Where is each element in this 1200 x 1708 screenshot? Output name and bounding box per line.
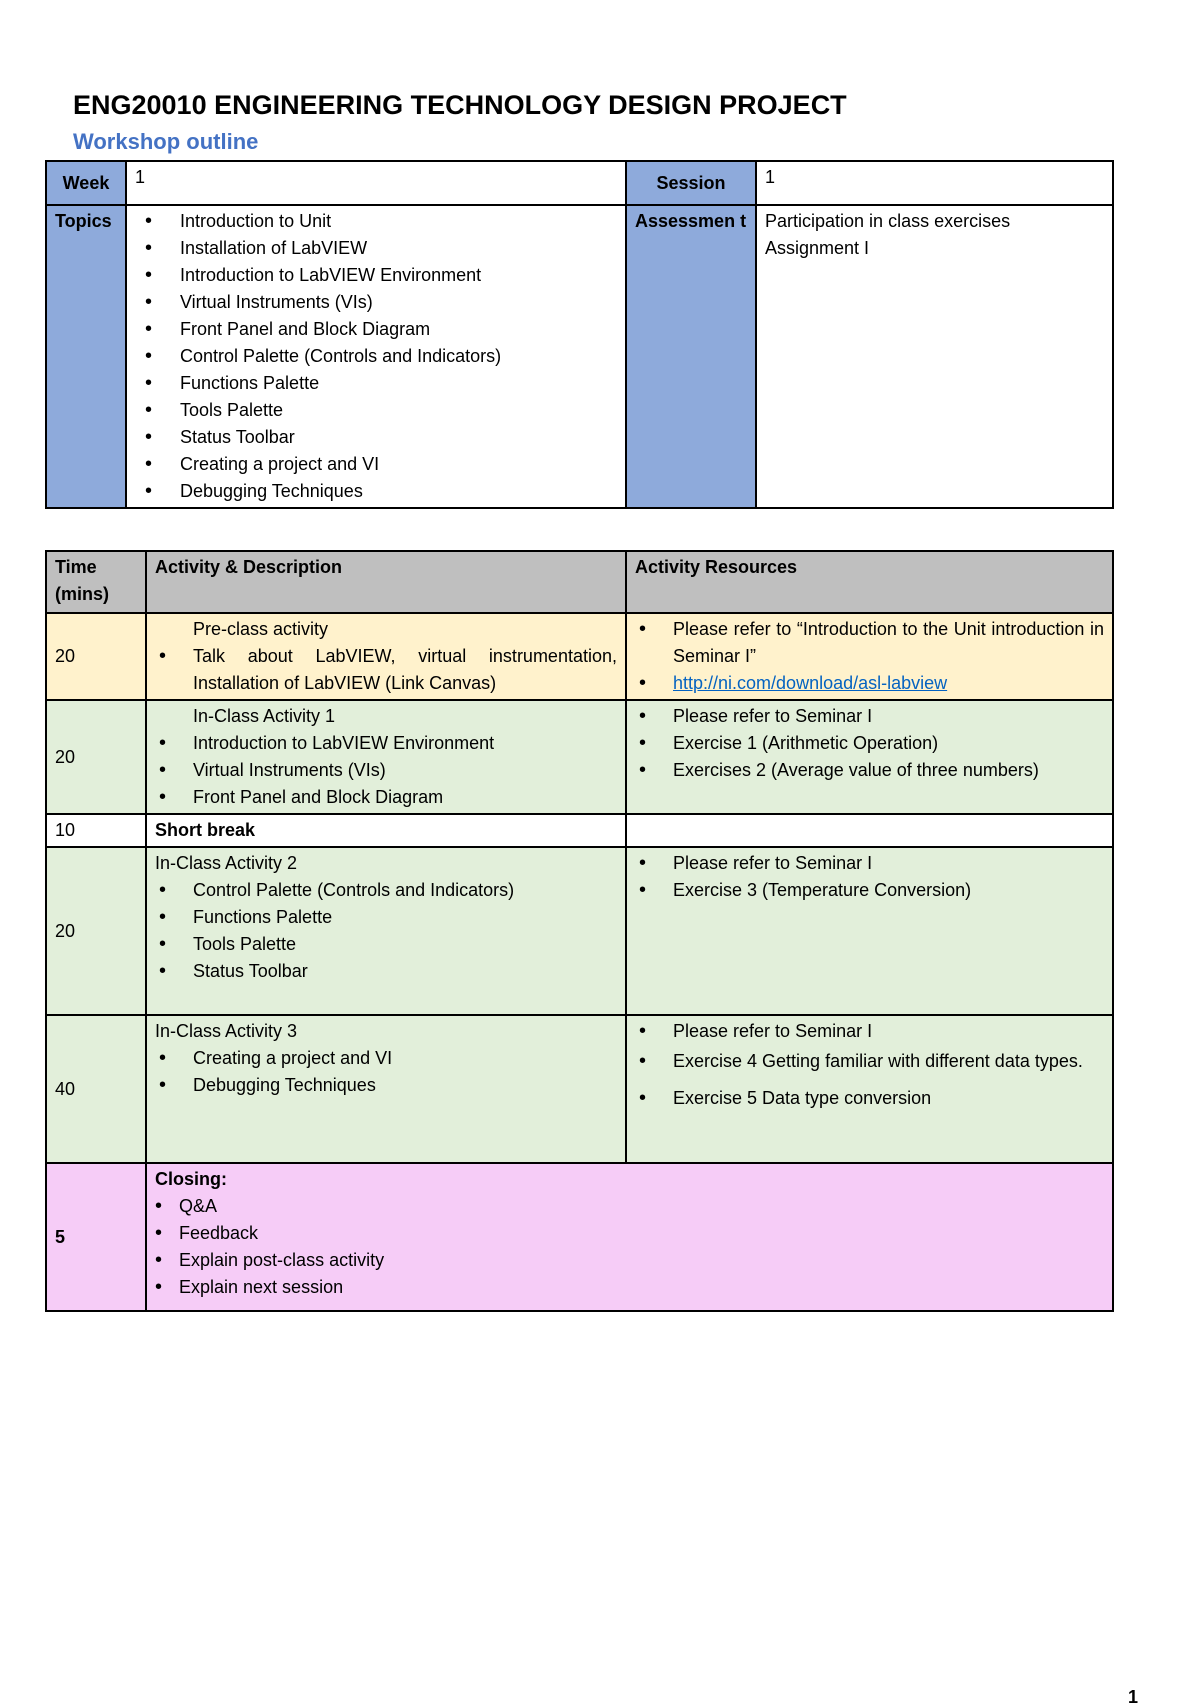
assessment-label: Assessmen t [626,205,756,508]
list-item: • Virtual Instruments (VIs) [155,757,617,784]
closing-list [155,1193,1104,1301]
schedule-table [45,550,1114,1312]
session-label: Session [626,161,756,205]
list-item: • Exercise 4 Getting familiar with different data types. [635,1045,1104,1077]
activity-list [155,643,617,697]
table-header-row [46,551,1113,613]
header-resources: Activity Resources [626,551,1113,613]
table-row [46,1163,1113,1311]
list-item: • Functions Palette [155,904,617,931]
activity-cell [146,613,626,700]
time-cell: 20 [46,700,146,814]
closing-cell [146,1163,1113,1311]
time-cell: 5 [46,1163,146,1311]
resources-cell [626,1015,1113,1163]
table-row [46,1015,1113,1163]
activity-cell [146,1015,626,1163]
table-row [46,700,1113,814]
list-item: • Q&A [155,1193,1104,1220]
time-cell: 40 [46,1015,146,1163]
activity-list [155,877,617,985]
list-item: • Debugging Techniques [155,1072,617,1099]
header-activity: Activity & Description [146,551,626,613]
time-cell: 20 [46,613,146,700]
list-item: • Exercise 1 (Arithmetic Operation) [635,730,1104,757]
list-item: • Explain next session [155,1274,1104,1301]
list-item: • Control Palette (Controls and Indicators) [135,343,617,370]
activity-heading: Pre-class activity [193,619,329,639]
session-value: 1 [756,161,1113,205]
resources-cell [626,613,1113,700]
list-item: • Status Toolbar [135,424,617,451]
list-item: • Please refer to Seminar I [635,703,1104,730]
resources-cell [626,847,1113,1015]
list-item: • Tools Palette [135,397,617,424]
header-time: Time (mins) [46,551,146,613]
activity-list [155,1045,617,1099]
activity-cell [146,847,626,1015]
list-item: • Creating a project and VI [135,451,617,478]
topics-list [135,208,617,505]
document-subtitle: Workshop outline [73,129,259,154]
activity-list [155,730,617,811]
list-item: • Debugging Techniques [135,478,617,505]
list-item: • Introduction to LabVIEW Environment [135,262,617,289]
week-value: 1 [126,161,626,205]
activity-heading: In-Class Activity 2 [155,853,298,873]
list-item: • Exercise 3 (Temperature Conversion) [635,877,1104,904]
list-item: • Explain post-class activity [155,1247,1104,1274]
list-item: • Talk about LabVIEW, virtual instrumentation, Installation of LabVIEW (Link Canvas) [155,643,617,697]
resources-list [635,850,1104,904]
list-item: • Please refer to Seminar I [635,850,1104,877]
table-row [46,814,1113,847]
list-item: • Exercises 2 (Average value of three numbers) [635,757,1104,784]
time-cell: 20 [46,847,146,1015]
topics-cell [126,205,626,508]
activity-heading: In-Class Activity 3 [155,1021,298,1041]
assessment-line: Participation in class exercises [765,211,1011,231]
list-item: • Creating a project and VI [155,1045,617,1072]
table-row [46,847,1113,1015]
activity-cell [146,700,626,814]
list-item: • Exercise 5 Data type conversion [635,1085,1104,1112]
list-item: • Virtual Instruments (VIs) [135,289,617,316]
table-row [46,613,1113,700]
time-cell: 10 [46,814,146,847]
page-number: 1 [1128,1687,1139,1707]
activity-heading: Short break [146,814,626,847]
resources-list [635,1018,1104,1112]
assessment-line: Assignment I [765,238,870,258]
list-item: • Introduction to LabVIEW Environment [155,730,617,757]
week-label: Week [46,161,126,205]
list-item: • Front Panel and Block Diagram [135,316,617,343]
list-item: • Installation of LabVIEW [135,235,617,262]
list-item: • Front Panel and Block Diagram [155,784,617,811]
list-item: • Introduction to Unit [135,208,617,235]
topics-label: Topics [46,205,126,508]
list-item: • Control Palette (Controls and Indicators) [155,877,617,904]
list-item: • Feedback [155,1220,1104,1247]
list-item: • Functions Palette [135,370,617,397]
resources-list [635,616,1104,697]
resources-cell [626,700,1113,814]
activity-heading: In-Class Activity 1 [193,706,336,726]
download-link[interactable]: http://ni.com/download/asl-labview [673,673,948,693]
list-item: • Please refer to Seminar I [635,1018,1104,1045]
resources-list [635,703,1104,784]
list-item: • Tools Palette [155,931,617,958]
summary-table [45,160,1114,509]
activity-heading: Closing: [155,1169,227,1189]
list-item: • Please refer to “Introduction to the Unit introduction in Seminar I” [635,616,1104,670]
document-title: ENG20010 ENGINEERING TECHNOLOGY DESIGN PROJECT [73,90,847,120]
assessment-cell [756,205,1113,508]
list-item: • Status Toolbar [155,958,617,985]
list-item [635,670,1104,697]
resources-cell [626,814,1113,847]
